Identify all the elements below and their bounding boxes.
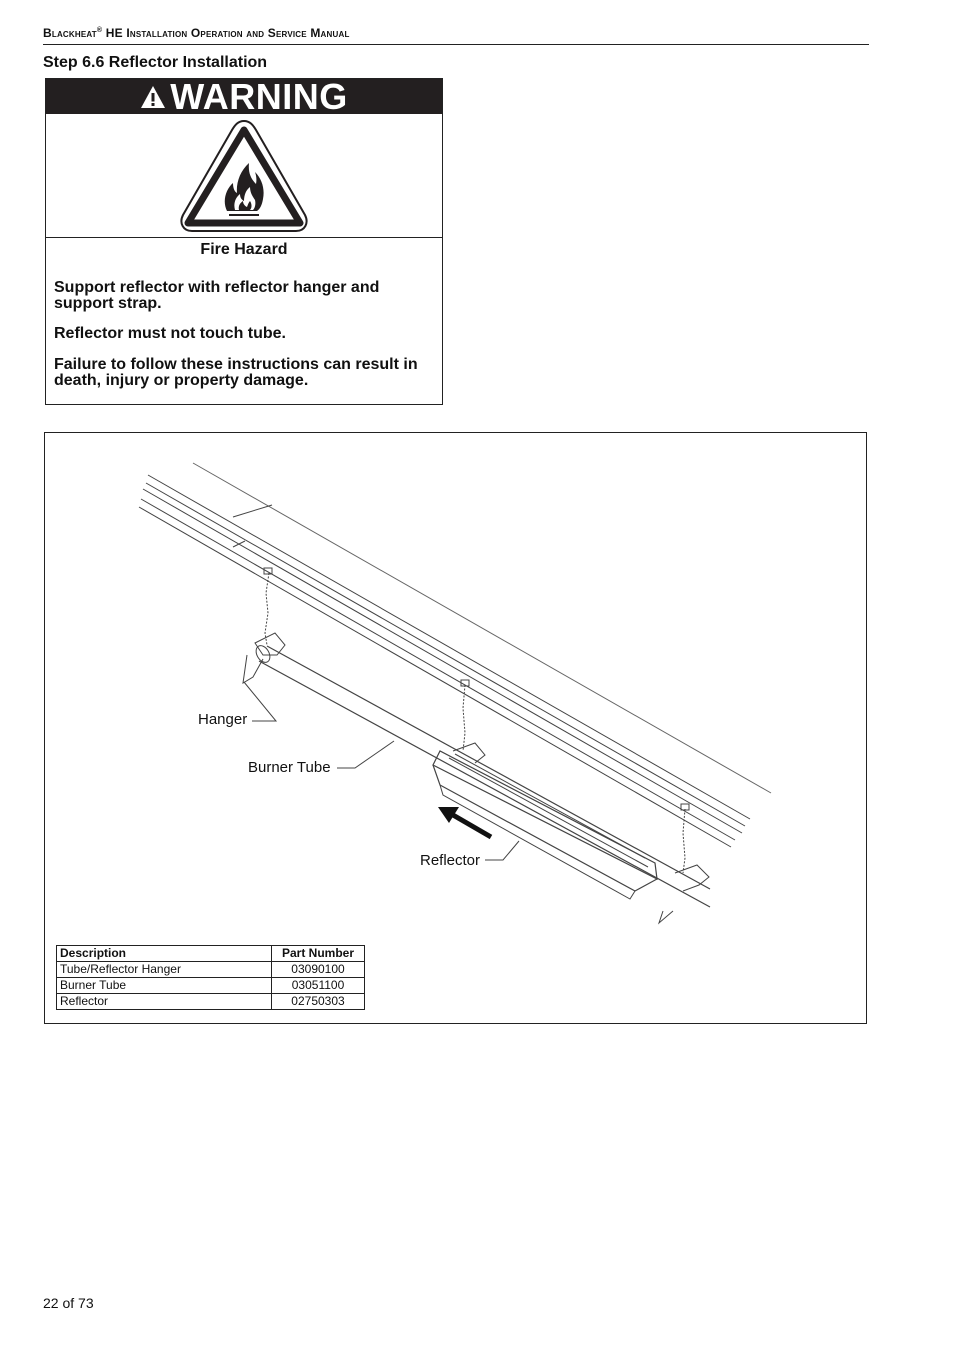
warning-line-no-touch: Reflector must not touch tube. [54, 325, 286, 342]
part-description: Reflector [57, 994, 272, 1010]
installation-illustration [45, 433, 865, 1023]
col-part-number: Part Number [272, 946, 365, 962]
slide-direction-arrow-icon [438, 807, 491, 837]
callout-burner-tube: Burner Tube [248, 759, 331, 776]
part-number: 02750303 [272, 994, 365, 1010]
part-number: 03090100 [272, 962, 365, 978]
part-number: 03051100 [272, 978, 365, 994]
step-title: Step 6.6 Reflector Installation [43, 54, 268, 71]
hazard-title: Fire Hazard [200, 241, 288, 258]
table-row [57, 978, 365, 994]
warning-text [46, 241, 442, 389]
part-description: Burner Tube [57, 978, 272, 994]
callout-reflector: Reflector [420, 852, 481, 869]
warning-symbol-area [46, 114, 442, 238]
callout-hanger: Hanger [198, 711, 248, 728]
col-description: Description [57, 946, 272, 962]
alert-triangle-icon [140, 85, 166, 109]
part-description: Tube/Reflector Hanger [57, 962, 272, 978]
warning-box [45, 78, 443, 405]
registered-mark: ® [96, 27, 103, 34]
warning-word: WARNING [170, 76, 348, 117]
brand-name: Blackheat [43, 26, 97, 40]
reflector-installation-figure [44, 432, 867, 1024]
manual-title: HE Installation Operation and Service Manual [102, 26, 350, 40]
table-row [57, 962, 365, 978]
parts-table [56, 945, 365, 1010]
warning-line-consequence: Failure to follow these instructions can result in death, injury or property damage. [54, 356, 418, 389]
warning-line-support: Support reflector with reflector hanger and support strap. [54, 279, 380, 312]
fire-hazard-icon [177, 117, 311, 235]
warning-bar [46, 76, 442, 117]
page-number: 22 of 73 [43, 1295, 94, 1311]
parts-table-header [57, 946, 365, 962]
table-row [57, 994, 365, 1010]
document-header [43, 26, 869, 45]
